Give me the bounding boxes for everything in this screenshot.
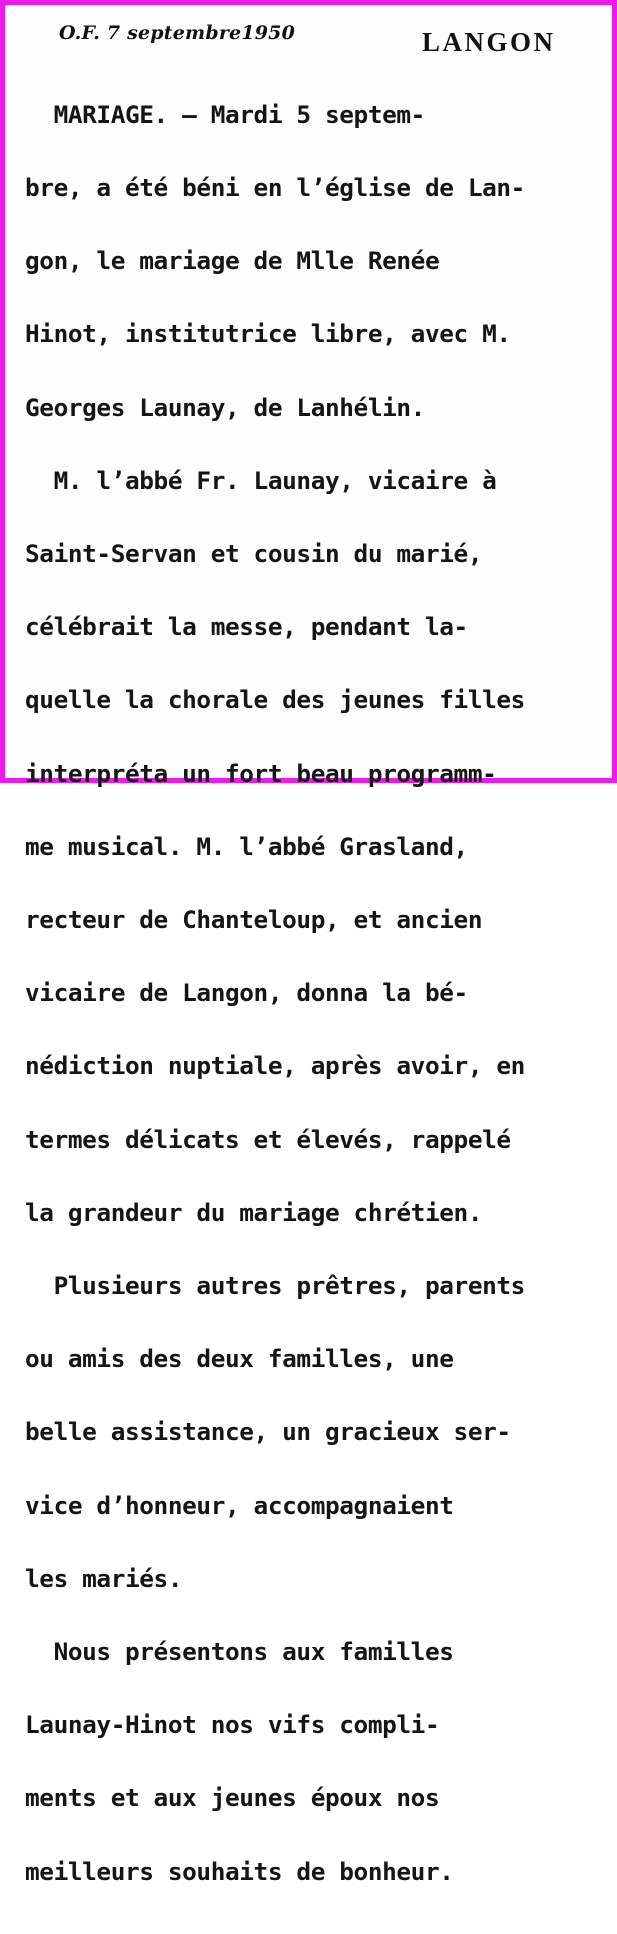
article-body	[25, 54, 611, 1933]
article-line: Hinot, institutrice libre, avec M.	[25, 319, 511, 349]
article-line: célébrait la messe, pendant la-	[25, 612, 468, 642]
article-line: la grandeur du mariage chrétien.	[25, 1197, 483, 1227]
article-line: Georges Launay, de Lanhélin.	[25, 392, 425, 422]
article-line: me musical. M. l’abbé Grasland,	[25, 831, 468, 861]
article-line: Plusieurs autres prêtres, parents	[25, 1271, 525, 1301]
article-line: bre, a été béni en l’église de Lan-	[25, 173, 525, 203]
article-line: termes délicats et élevés, rappelé	[25, 1124, 511, 1154]
article-line: vice d’honneur, accompagnaient	[25, 1490, 454, 1520]
source-annotation: O.F. 7 septembre1950	[59, 22, 295, 44]
article-line: MARIAGE. — Mardi 5 septem-	[25, 99, 425, 129]
article-line: vicaire de Langon, donna la bé-	[25, 978, 468, 1008]
article-line: Launay-Hinot nos vifs compli-	[25, 1710, 440, 1740]
article-line: Nous présentons aux familles	[25, 1637, 454, 1667]
article-line: gon, le mariage de Mlle Renée	[25, 246, 440, 276]
article-line: interpréta un fort beau programm-	[25, 758, 497, 788]
newspaper-clipping	[13, 13, 610, 1886]
article-line: ou amis des deux familles, une	[25, 1344, 454, 1374]
article-line: Saint-Servan et cousin du marié,	[25, 539, 483, 569]
place-heading: LANGON	[422, 27, 556, 57]
article-line: les mariés.	[25, 1563, 183, 1593]
article-line: M. l’abbé Fr. Launay, vicaire à	[25, 465, 497, 495]
article-line: ments et aux jeunes époux nos	[25, 1783, 440, 1813]
article-line: meilleurs souhaits de bonheur.	[25, 1856, 454, 1886]
article-line: recteur de Chanteloup, et ancien	[25, 905, 483, 935]
article-line: nédiction nuptiale, après avoir, en	[25, 1051, 525, 1081]
article-line: belle assistance, un gracieux ser-	[25, 1417, 511, 1447]
article-line: quelle la chorale des jeunes filles	[25, 685, 525, 715]
